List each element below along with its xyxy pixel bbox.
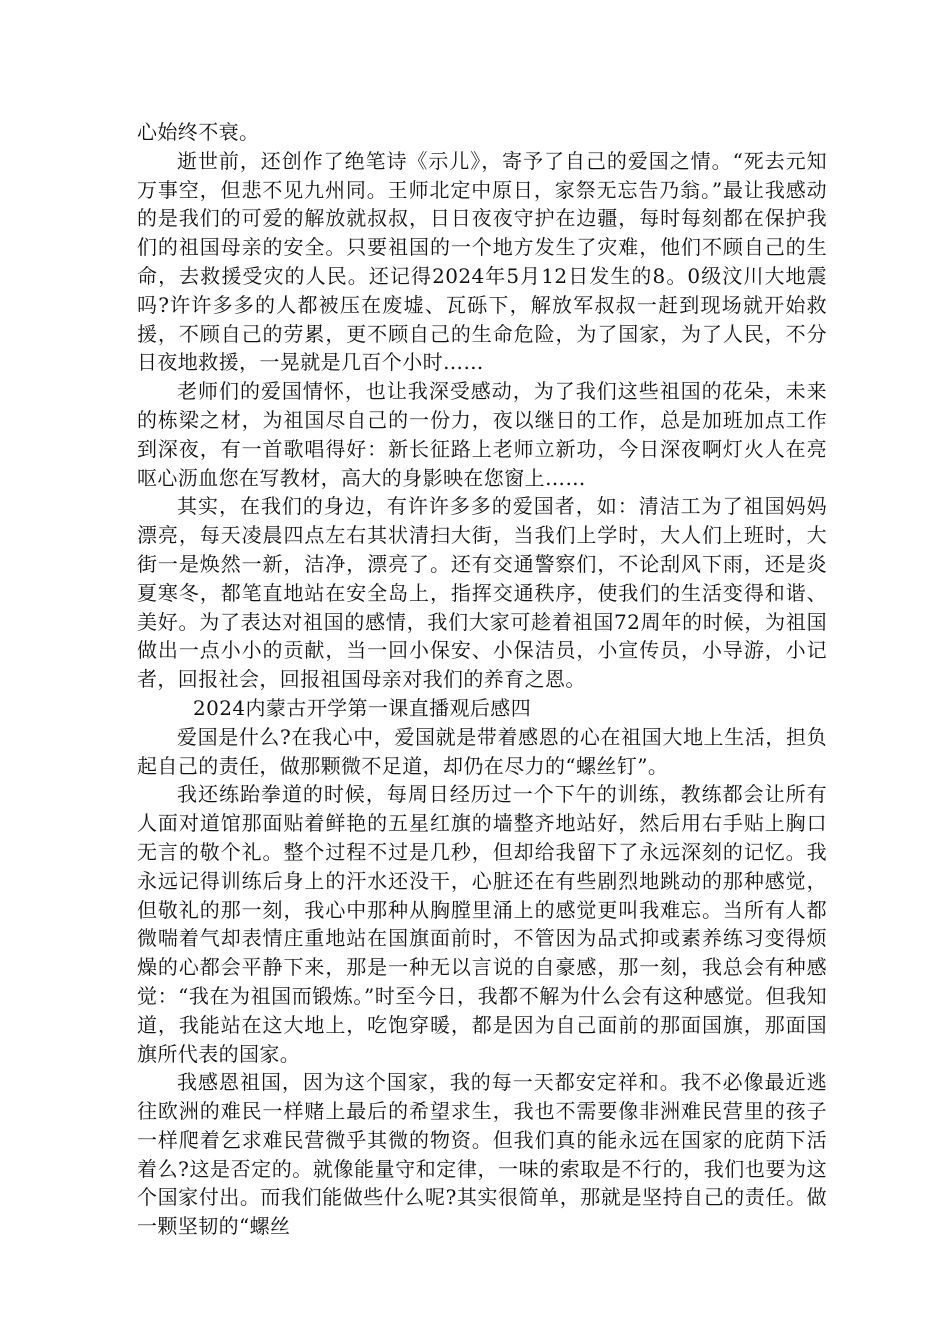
paragraph-3: 老师们的爱国情怀，也让我深受感动，为了我们这些祖国的花朵，未来的栋梁之材，为祖国尽自己的一份力，夜以继日的工作，总是加班加点工作到深夜，有一首歌唱得好：新长征路上老师立新功，今日深夜啊灯火人在亮呕心沥血您在写教材，高大的身影映在您窗上…… (137, 379, 827, 490)
paragraph-5: 爱国是什么?在我心中，爱国就是带着感恩的心在祖国大地上生活，担负起自己的责任，做那颗微不足道，却仍在尽力的“螺丝钉”。 (137, 724, 827, 778)
paragraph-7: 我感恩祖国，因为这个国家，我的每一天都安定祥和。我不必像最近逃往欧洲的难民一样赌上最后的希望求生，我也不需要像非洲难民营里的孩子一样爬着乞求难民营微乎其微的物资。但我们真的能永远在国家的庇荫下活着么?这是否定的。就像能量守和定律，一味的索取是不行的，我们也要为这个国家付出。而我们能做些什么呢?其实很简单，那就是坚持自己的责任。做一颗坚韧的“螺丝 (137, 1070, 827, 1239)
document-page (137, 118, 827, 1241)
paragraph-2: 逝世前，还创作了绝笔诗《示儿》，寄予了自己的爱国之情。“死去元知万事空，但悲不见九州同。王师北定中原日，家祭无忘告乃翁。”最让我感动的是我们的可爱的解放就叔叔，日日夜夜守护在边疆，每时每刻都在保护我们的祖国母亲的安全。只要祖国的一个地方发生了灾难，他们不顾自己的生命，去救援受灾的人民。还记得2024年5月12日发生的8。0级汶川大地震吗?许许多多的人都被压在废墟、瓦砾下，解放军叔叔一赶到现场就开始救援，不顾自己的劳累，更不顾自己的生命危险，为了国家，为了人民，不分日夜地救援，一晃就是几百个小时…… (137, 148, 827, 375)
paragraph-4: 其实，在我们的身边，有许许多多的爱国者，如：清洁工为了祖国妈妈漂亮，每天凌晨四点左右其状清扫大街，当我们上学时，大人们上班时，大街一是焕然一新，洁净，漂亮了。还有交通警察们，不论刮风下雨，还是炎夏寒冬，都笔直地站在安全岛上，指挥交通秩序，使我们的生活变得和谐、美好。为了表达对祖国的感情，我们大家可趁着祖国72周年的时候，为祖国做出一点小小的贡献，当一回小保安、小保洁员，小宣传员，小导游，小记者，回报社会，回报祖国母亲对我们的养育之恩。 (137, 494, 827, 692)
paragraph-1-continuation: 心始终不衰。 (137, 120, 260, 144)
paragraph-6: 我还练跆拳道的时候，每周日经历过一个下午的训练，教练都会让所有人面对道馆那面贴着鲜艳的五星红旗的墙整齐地站好，然后用右手贴上胸口无言的敬个礼。整个过程不过是几秒，但却给我留下了永远深刻的记忆。我永远记得训练后身上的汗水还没干，心脏还在有些剧烈地跳动的那种感觉，但敬礼的那一刻，我心中那种从胸膛里涌上的感觉更叫我难忘。当所有人都微喘着气却表情庄重地站在国旗面前时，不管因为品式抑或素养练习变得烦燥的心都会平静下来，那是一种无以言说的自豪感，那一刻，我总会有种感觉：“我在为祖国而锻炼。”时至今日，我都不解为什么会有这种感觉。但我知道，我能站在这大地上，吃饱穿暖，都是因为自己面前的那面国旗，那面国旗所代表的国家。 (137, 782, 827, 1066)
section-heading: 2024内蒙古开学第一课直播观后感四 (193, 695, 532, 720)
